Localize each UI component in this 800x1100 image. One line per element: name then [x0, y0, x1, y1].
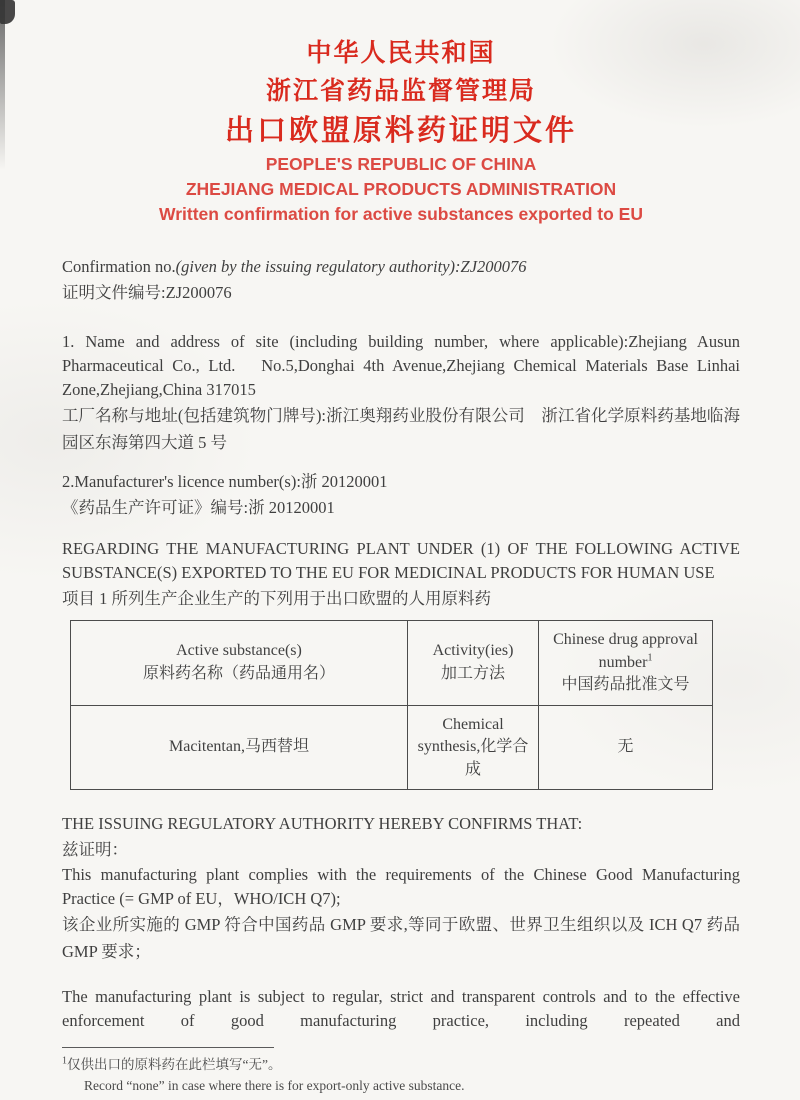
substance-table-data-row: [71, 705, 713, 790]
controls-paragraph-block: [62, 985, 740, 1033]
site-address-en: 1. Name and address of site (including building number, where applicable):Zhejiang Ausun Pharmaceutical Co., Ltd. No.5,Donghai 4th Avenue,Zhejiang Chemical Materials Base Linhai Zone,Zhejiang,China 317015: [62, 332, 740, 399]
site-address-cn: 工厂名称与地址(包括建筑物门牌号):浙江奥翔药业股份有限公司 浙江省化学原料药基地临海园区东海第四大道 5 号: [62, 406, 740, 452]
title-authority-en: ZHEJIANG MEDICAL PRODUCTS ADMINISTRATION: [185, 179, 617, 199]
header-substance-cn: 原料药名称（药品通用名）: [142, 664, 335, 682]
controls-paragraph-en: The manufacturing plant is subject to regular, strict and transparent controls and to the effective enforcement of good manufacturing practice, including repeated and: [62, 987, 740, 1030]
header-substance-en: Active substance(s): [176, 642, 302, 660]
confirmation-label: Confirmation no.: [62, 257, 176, 276]
header-activity-en: Activity(ies): [432, 642, 514, 660]
confirmation-statements-block: [62, 812, 740, 965]
gmp-compliance-cn: 该企业所实施的 GMP 符合中国药品 GMP 要求,等同于欧盟、世界卫生组织以及 ICH Q7 药品 GMP 要求；: [62, 915, 740, 961]
header-cell-activity: [408, 621, 539, 706]
title-country-en: PEOPLE'S REPUBLIC OF CHINA: [265, 154, 537, 174]
cell-substance-value: Macitentan,马西替坦: [71, 705, 408, 790]
confirmation-number-block: [62, 255, 740, 306]
gmp-compliance-en: This manufacturing plant complies with the requirements of the Chinese Good Manufacturing Practice (= GMP of EU，WHO/ICH Q7);: [62, 865, 740, 908]
regarding-block: [62, 537, 740, 612]
substance-table-wrap: [70, 620, 740, 790]
title-document-en: Written confirmation for active substances exported to EU: [159, 204, 643, 224]
confirms-heading-en: THE ISSUING REGULATORY AUTHORITY HEREBY CONFIRMS THAT:: [62, 814, 583, 833]
header-cell-substance: [71, 621, 408, 706]
licence-number-en: 2.Manufacturer's licence number(s):浙 20120001: [62, 472, 388, 491]
footnote-block: [62, 1054, 740, 1096]
title-authority-cn: 浙江省药品监督管理局: [265, 77, 536, 105]
header-activity-cn: 加工方法: [440, 664, 505, 682]
footnote-divider: [62, 1047, 274, 1048]
spacer: [62, 227, 740, 255]
title-document-cn: 出口欧盟原料药证明文件: [224, 115, 577, 147]
footnote-cn-text: 仅供出口的原料药在此栏填写“无”。: [67, 1057, 282, 1072]
cell-approval-value: 无: [539, 705, 713, 790]
header-approval-footnote-ref: 1: [647, 652, 653, 664]
footnote-line-cn: [62, 1054, 740, 1075]
confirmation-number-line-en: [62, 255, 740, 279]
substance-table-header-row: [71, 621, 713, 706]
footnote-line-en: Record “none” in case where there is for export-only active substance.: [84, 1078, 465, 1093]
header-approval-cn: 中国药品批准文号: [561, 676, 690, 693]
header-approval-en-text: Chinese drug approval number: [553, 631, 698, 671]
document-header: [62, 34, 740, 227]
regarding-statement-en: REGARDING THE MANUFACTURING PLANT UNDER (1) OF THE FOLLOWING ACTIVE SUBSTANCE(S) EXPORTED TO THE EU FOR MEDICINAL PRODUCTS FOR HUMAN USE: [62, 539, 740, 582]
header-approval-en: [543, 629, 708, 674]
regarding-statement-cn: 项目 1 所列生产企业生产的下列用于出口欧盟的人用原料药: [62, 589, 491, 608]
confirmation-number-line-cn: 证明文件编号:ZJ200076: [62, 283, 232, 302]
title-country-cn: 中华人民共和国: [306, 39, 496, 67]
licence-number-cn: 《药品生产许可证》编号:浙 20120001: [62, 498, 335, 517]
site-name-address-block: [62, 330, 740, 456]
substance-table: [70, 620, 713, 790]
confirms-heading-cn: 兹证明：: [62, 840, 128, 859]
header-cell-approval: [539, 621, 713, 706]
footnote-marker: 1: [62, 1055, 67, 1067]
confirmation-value: (given by the issuing regulatory authority):ZJ200076: [175, 257, 527, 276]
cell-activity-value: Chemical synthesis,化学合成: [408, 705, 539, 790]
licence-number-block: [62, 470, 740, 521]
